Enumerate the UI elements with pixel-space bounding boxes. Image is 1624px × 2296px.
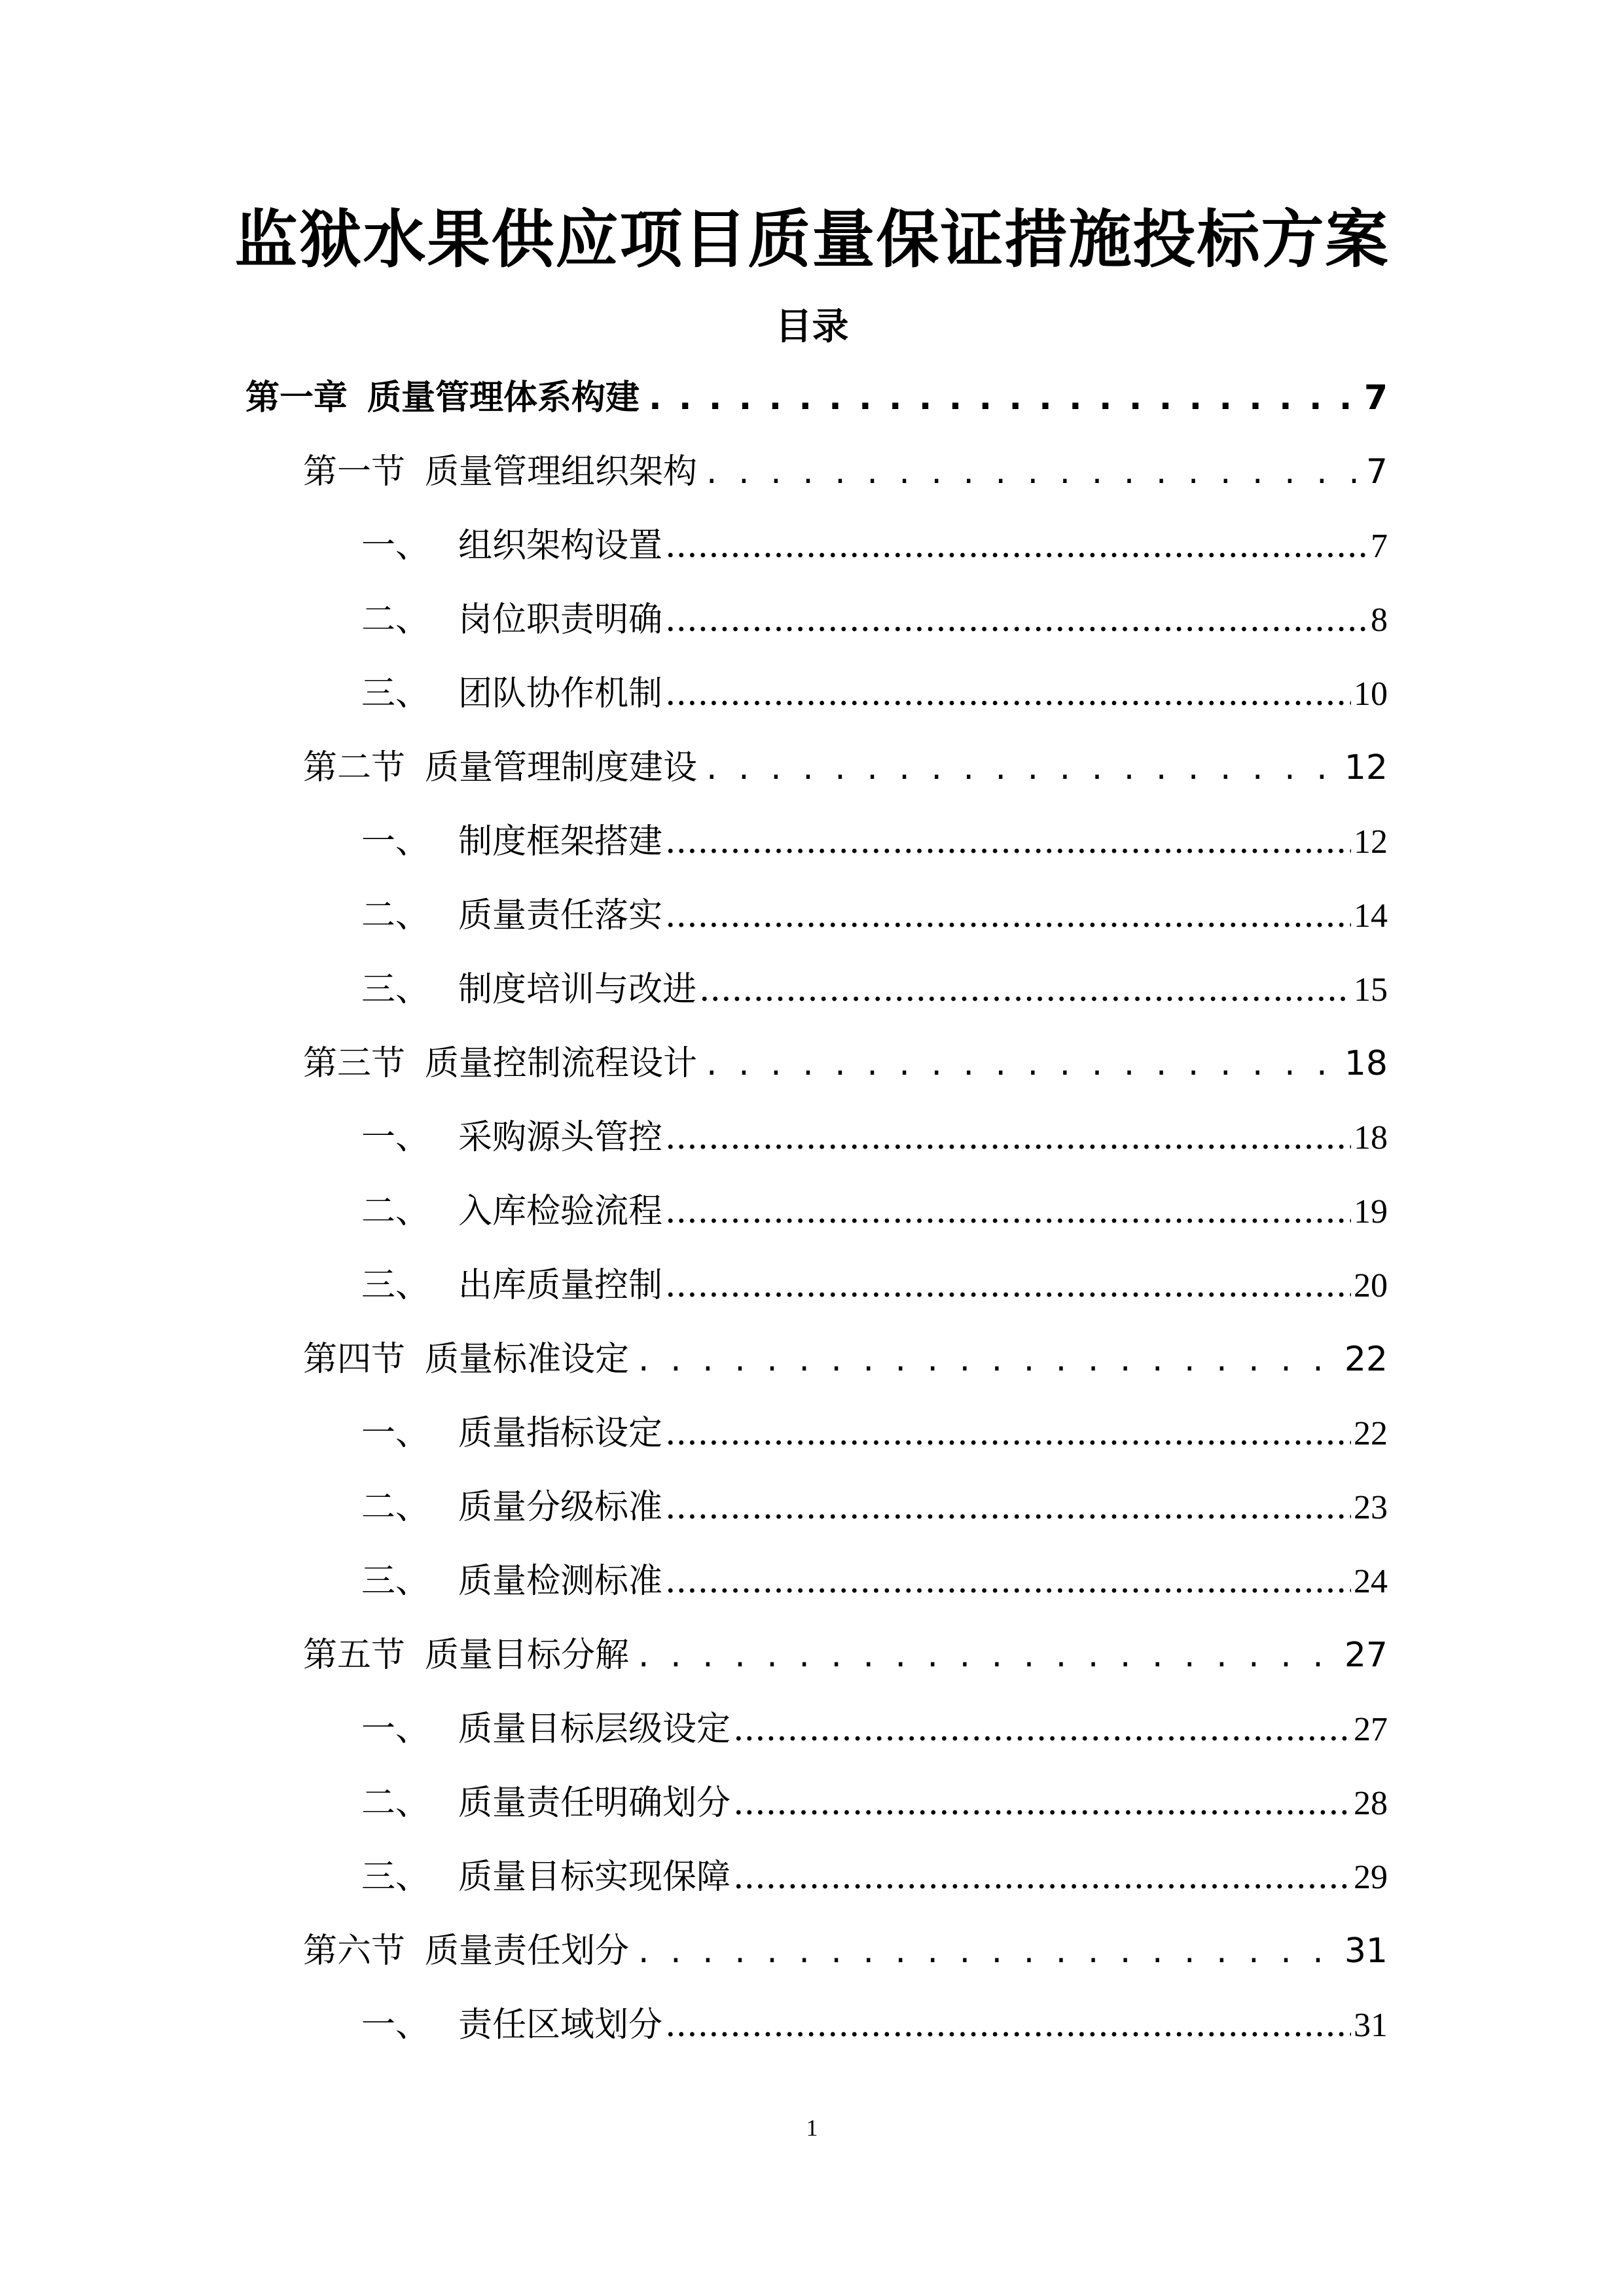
toc-entry-page: 31	[1354, 2007, 1388, 2044]
toc-entry-page: 19	[1354, 1193, 1388, 1230]
toc-entry-section[interactable]	[303, 740, 1388, 789]
toc-leader-dots	[649, 378, 1355, 418]
toc-entry-page: 10	[1354, 675, 1388, 713]
toc-entry-item[interactable]	[361, 961, 1388, 1011]
toc-entry-title: 质量责任明确划分	[458, 1784, 731, 1823]
toc-entry-number: 二、	[361, 1192, 430, 1231]
toc-entry-section[interactable]	[303, 1923, 1388, 1972]
toc-leader-dots	[665, 1118, 1351, 1157]
toc-entry-number: 第四节	[303, 1340, 406, 1379]
toc-entry-title: 出库质量控制	[458, 1266, 663, 1305]
toc-entry-number: 第一节	[303, 452, 406, 492]
toc-entry-title: 制度框架搭建	[458, 822, 663, 861]
toc-entry-number: 二、	[361, 1488, 430, 1527]
toc-entry-title: 质量管理组织架构	[425, 452, 698, 492]
toc-entry-title: 质量控制流程设计	[425, 1044, 698, 1083]
toc-entry-page: 15	[1354, 971, 1388, 1009]
toc-entry-title: 质量标准设定	[425, 1340, 630, 1379]
toc-entry-page: 18	[1344, 1044, 1388, 1083]
toc-leader-dots	[665, 822, 1351, 861]
toc-entry-item[interactable]	[361, 1109, 1388, 1158]
toc-entry-number: 第五节	[303, 1636, 406, 1675]
toc-entry-page: 7	[1363, 378, 1388, 418]
toc-entry-page: 12	[1354, 823, 1388, 861]
toc-entry-page: 12	[1344, 748, 1388, 787]
toc-entry-title: 岗位职责明确	[458, 600, 663, 639]
toc-entry-chapter[interactable]	[245, 370, 1388, 419]
toc-entry-title: 团队协作机制	[458, 674, 663, 713]
toc-entry-page: 14	[1354, 897, 1388, 935]
toc-entry-title: 采购源头管控	[458, 1118, 663, 1157]
toc-entry-title: 质量责任落实	[458, 896, 663, 935]
toc-entry-item[interactable]	[361, 1257, 1388, 1306]
toc-entry-page: 31	[1344, 1931, 1388, 1971]
toc-entry-item[interactable]	[361, 1849, 1388, 1898]
toc-entry-title: 组织架构设置	[458, 526, 663, 565]
toc-entry-item[interactable]	[361, 1183, 1388, 1232]
toc-entry-title: 质量检测标准	[458, 1562, 663, 1601]
toc-entry-number: 三、	[361, 970, 430, 1009]
toc-leader-dots	[665, 600, 1368, 639]
toc-entry-page: 18	[1354, 1119, 1388, 1157]
toc-entry-number: 一、	[361, 2005, 430, 2045]
toc-entry-number: 一、	[361, 822, 430, 861]
toc-entry-item[interactable]	[361, 814, 1388, 863]
toc-leader-dots	[665, 526, 1368, 565]
toc-heading: 目录	[775, 306, 849, 348]
toc-entry-title: 质量目标层级设定	[458, 1710, 731, 1749]
toc-entry-page: 7	[1371, 528, 1388, 565]
toc-entry-page: 27	[1344, 1636, 1388, 1675]
toc-entry-item[interactable]	[361, 1479, 1388, 1528]
toc-entry-page: 22	[1344, 1340, 1388, 1379]
toc-entry-section[interactable]	[303, 1627, 1388, 1676]
toc-entry-number: 第二节	[303, 748, 406, 787]
toc-entry-item[interactable]	[361, 1405, 1388, 1454]
toc-entry-number: 一、	[361, 1414, 430, 1453]
toc-entry-item[interactable]	[361, 592, 1388, 641]
toc-entry-title: 入库检验流程	[458, 1192, 663, 1231]
toc-entry-number: 三、	[361, 1266, 430, 1305]
toc-entry-title: 质量分级标准	[458, 1488, 663, 1527]
toc-entry-item[interactable]	[361, 518, 1388, 567]
toc-entry-title: 制度培训与改进	[458, 970, 697, 1009]
toc-entry-title: 质量管理制度建设	[425, 748, 698, 787]
document-title: 监狱水果供应项目质量保证措施投标方案	[234, 202, 1390, 276]
toc-entry-title: 责任区域划分	[458, 2005, 663, 2045]
toc-leader-dots	[706, 1044, 1335, 1083]
toc-leader-dots	[638, 1931, 1335, 1971]
toc-leader-dots	[638, 1636, 1335, 1675]
page-number: 1	[806, 2115, 818, 2141]
toc-entry-item[interactable]	[361, 1553, 1388, 1602]
toc-leader-dots	[638, 1340, 1335, 1379]
toc-entry-number: 第六节	[303, 1931, 406, 1971]
toc-entry-page: 27	[1354, 1711, 1388, 1748]
toc-entry-item[interactable]	[361, 1997, 1388, 2046]
toc-entry-item[interactable]	[361, 1775, 1388, 1824]
toc-entry-page: 8	[1371, 601, 1388, 639]
toc-leader-dots	[665, 1192, 1351, 1231]
toc-entry-page: 29	[1354, 1859, 1388, 1896]
toc-entry-item[interactable]	[361, 888, 1388, 937]
toc-entry-title: 质量管理体系构建	[367, 378, 640, 418]
toc-entry-number: 二、	[361, 600, 430, 639]
toc-leader-dots	[665, 1414, 1351, 1453]
toc-entry-number: 三、	[361, 674, 430, 713]
toc-entry-title: 质量目标分解	[425, 1636, 630, 1675]
toc-leader-dots	[733, 1784, 1351, 1823]
toc-entry-item[interactable]	[361, 666, 1388, 715]
toc-entry-page: 22	[1354, 1415, 1388, 1452]
toc-leader-dots	[665, 1266, 1351, 1305]
toc-entry-number: 一、	[361, 526, 430, 565]
toc-leader-dots	[665, 674, 1351, 713]
toc-entry-page: 24	[1354, 1563, 1388, 1600]
toc-leader-dots	[665, 1488, 1351, 1527]
toc-leader-dots	[699, 970, 1351, 1009]
toc-entry-title: 质量目标实现保障	[458, 1857, 731, 1897]
toc-entry-page: 28	[1354, 1785, 1388, 1822]
toc-entry-page: 7	[1365, 452, 1388, 492]
toc-leader-dots	[665, 896, 1351, 935]
toc-leader-dots	[733, 1710, 1351, 1749]
toc-entry-page: 20	[1354, 1267, 1388, 1304]
toc-leader-dots	[706, 452, 1357, 492]
toc-entry-number: 三、	[361, 1562, 430, 1601]
toc-entry-item[interactable]	[361, 1701, 1388, 1750]
toc-leader-dots	[733, 1857, 1351, 1897]
toc-entry-title: 质量指标设定	[458, 1414, 663, 1453]
toc-entry-number: 第一章	[245, 378, 348, 418]
toc-entry-number: 三、	[361, 1857, 430, 1897]
toc-entry-number: 二、	[361, 896, 430, 935]
toc-entry-section[interactable]	[303, 444, 1388, 493]
toc-entry-number: 第三节	[303, 1044, 406, 1083]
toc-leader-dots	[665, 1562, 1351, 1601]
toc-entry-page: 23	[1354, 1489, 1388, 1526]
toc-entry-section[interactable]	[303, 1331, 1388, 1380]
toc-entry-section[interactable]	[303, 1035, 1388, 1085]
toc-entry-title: 质量责任划分	[425, 1931, 630, 1971]
toc-leader-dots	[665, 2005, 1351, 2045]
toc-entry-number: 一、	[361, 1710, 430, 1749]
toc-entry-number: 二、	[361, 1784, 430, 1823]
toc-entry-number: 一、	[361, 1118, 430, 1157]
toc-leader-dots	[706, 748, 1335, 787]
